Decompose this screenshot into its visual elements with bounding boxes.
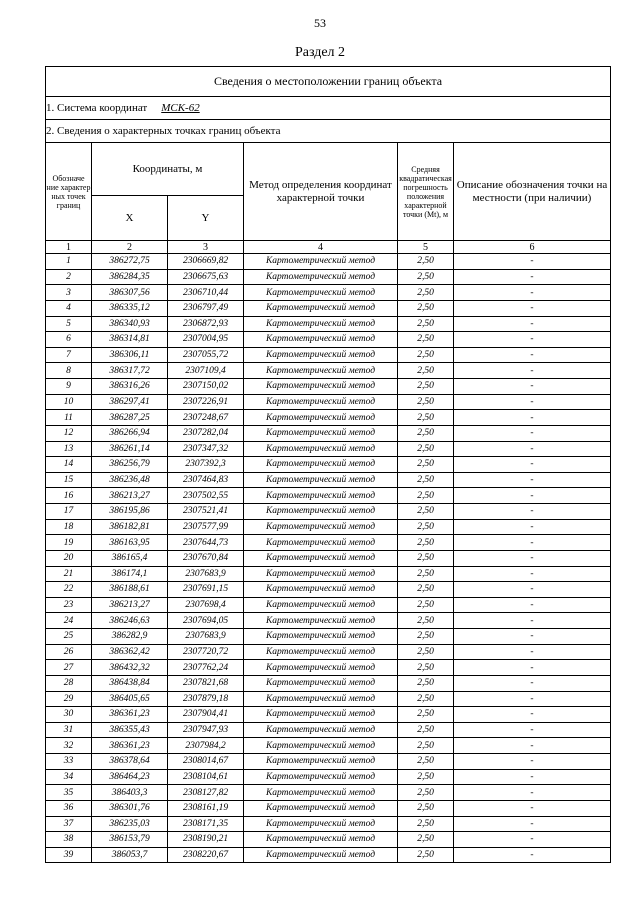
table-row — [46, 582, 611, 598]
y-coord-cell: 2307691,15 — [168, 582, 244, 598]
error-cell: 2,50 — [398, 316, 454, 332]
point-number-cell: 36 — [46, 800, 92, 816]
x-coord-cell: 386317,72 — [92, 363, 168, 379]
table-row — [46, 316, 611, 332]
method-cell: Картометрический метод — [244, 707, 398, 723]
y-coord-cell: 2308171,35 — [168, 816, 244, 832]
error-cell: 2,50 — [398, 285, 454, 301]
x-coord-cell: 386236,48 — [92, 472, 168, 488]
x-coord-cell: 386432,32 — [92, 660, 168, 676]
column-number: 1 — [46, 241, 92, 254]
description-cell: - — [454, 254, 611, 270]
point-number-cell: 32 — [46, 738, 92, 754]
point-number-cell: 4 — [46, 300, 92, 316]
table-row — [46, 847, 611, 863]
point-number-cell: 11 — [46, 410, 92, 426]
table-row — [46, 300, 611, 316]
method-cell: Картометрический метод — [244, 597, 398, 613]
table-row — [46, 800, 611, 816]
x-coord-cell: 386361,23 — [92, 738, 168, 754]
method-cell: Картометрический метод — [244, 425, 398, 441]
description-cell: - — [454, 660, 611, 676]
table-row — [46, 347, 611, 363]
x-coord-cell: 386297,41 — [92, 394, 168, 410]
error-cell: 2,50 — [398, 550, 454, 566]
error-cell: 2,50 — [398, 441, 454, 457]
point-number-cell: 14 — [46, 457, 92, 473]
method-cell: Картометрический метод — [244, 379, 398, 395]
coord-system-value: МСК-62 — [161, 102, 200, 114]
description-cell: - — [454, 550, 611, 566]
error-cell: 2,50 — [398, 472, 454, 488]
table-row — [46, 504, 611, 520]
y-coord-cell: 2307683,9 — [168, 566, 244, 582]
point-number-cell: 28 — [46, 675, 92, 691]
description-cell: - — [454, 816, 611, 832]
point-number-cell: 20 — [46, 550, 92, 566]
x-coord-cell: 386165,4 — [92, 550, 168, 566]
y-coord-cell: 2307984,2 — [168, 738, 244, 754]
error-cell: 2,50 — [398, 644, 454, 660]
method-cell: Картометрический метод — [244, 566, 398, 582]
y-coord-cell: 2308127,82 — [168, 785, 244, 801]
coord-system-row — [46, 97, 611, 120]
error-cell: 2,50 — [398, 754, 454, 770]
x-coord-cell: 386464,23 — [92, 769, 168, 785]
method-cell: Картометрический метод — [244, 629, 398, 645]
error-cell: 2,50 — [398, 254, 454, 270]
y-coord-cell: 2307644,73 — [168, 535, 244, 551]
table-row — [46, 660, 611, 676]
method-cell: Картометрический метод — [244, 644, 398, 660]
point-number-cell: 13 — [46, 441, 92, 457]
point-number-cell: 12 — [46, 425, 92, 441]
method-cell: Картометрический метод — [244, 394, 398, 410]
y-coord-cell: 2306710,44 — [168, 285, 244, 301]
table-row — [46, 613, 611, 629]
y-coord-cell: 2307248,67 — [168, 410, 244, 426]
description-cell: - — [454, 347, 611, 363]
x-coord-cell: 386284,35 — [92, 269, 168, 285]
table-row — [46, 644, 611, 660]
description-cell: - — [454, 457, 611, 473]
x-coord-cell: 386163,95 — [92, 535, 168, 551]
error-cell: 2,50 — [398, 410, 454, 426]
error-cell: 2,50 — [398, 488, 454, 504]
x-coord-cell: 386438,84 — [92, 675, 168, 691]
description-cell: - — [454, 379, 611, 395]
table-row — [46, 832, 611, 848]
table-row — [46, 769, 611, 785]
description-cell: - — [454, 675, 611, 691]
error-cell: 2,50 — [398, 722, 454, 738]
error-cell: 2,50 — [398, 769, 454, 785]
method-cell: Картометрический метод — [244, 332, 398, 348]
point-number-cell: 16 — [46, 488, 92, 504]
y-coord-cell: 2306675,63 — [168, 269, 244, 285]
point-number-cell: 10 — [46, 394, 92, 410]
x-coord-cell: 386188,61 — [92, 582, 168, 598]
x-coord-cell: 386195,86 — [92, 504, 168, 520]
table-row — [46, 597, 611, 613]
x-coord-cell: 386235,03 — [92, 816, 168, 832]
y-coord-cell: 2306797,49 — [168, 300, 244, 316]
y-coord-cell: 2308190,21 — [168, 832, 244, 848]
method-cell: Картометрический метод — [244, 363, 398, 379]
description-cell: - — [454, 363, 611, 379]
y-coord-cell: 2307004,95 — [168, 332, 244, 348]
y-coord-cell: 2307392,3 — [168, 457, 244, 473]
table-row — [46, 472, 611, 488]
description-cell: - — [454, 441, 611, 457]
error-cell: 2,50 — [398, 847, 454, 863]
header-point-id: Обозначе ние характер ных точек границ — [46, 143, 92, 241]
method-cell: Картометрический метод — [244, 410, 398, 426]
point-number-cell: 5 — [46, 316, 92, 332]
y-coord-cell: 2308014,67 — [168, 754, 244, 770]
description-cell: - — [454, 707, 611, 723]
method-cell: Картометрический метод — [244, 660, 398, 676]
description-cell: - — [454, 425, 611, 441]
y-coord-cell: 2307947,93 — [168, 722, 244, 738]
column-number: 2 — [92, 241, 168, 254]
error-cell: 2,50 — [398, 269, 454, 285]
points-section-label: 2. Сведения о характерных точках границ объекта — [46, 120, 611, 143]
table-row — [46, 379, 611, 395]
method-cell: Картометрический метод — [244, 550, 398, 566]
y-coord-cell: 2307879,18 — [168, 691, 244, 707]
y-coord-cell: 2307762,24 — [168, 660, 244, 676]
error-cell: 2,50 — [398, 800, 454, 816]
y-coord-cell: 2307150,02 — [168, 379, 244, 395]
description-cell: - — [454, 769, 611, 785]
x-coord-cell: 386362,42 — [92, 644, 168, 660]
table-row — [46, 363, 611, 379]
point-number-cell: 34 — [46, 769, 92, 785]
point-number-cell: 33 — [46, 754, 92, 770]
table-row — [46, 535, 611, 551]
description-cell: - — [454, 847, 611, 863]
description-cell: - — [454, 472, 611, 488]
error-cell: 2,50 — [398, 597, 454, 613]
method-cell: Картометрический метод — [244, 722, 398, 738]
x-coord-cell: 386306,11 — [92, 347, 168, 363]
description-cell: - — [454, 629, 611, 645]
description-cell: - — [454, 316, 611, 332]
point-number-cell: 3 — [46, 285, 92, 301]
method-cell: Картометрический метод — [244, 769, 398, 785]
point-number-cell: 30 — [46, 707, 92, 723]
error-cell: 2,50 — [398, 613, 454, 629]
table-row — [46, 816, 611, 832]
method-cell: Картометрический метод — [244, 269, 398, 285]
x-coord-cell: 386314,81 — [92, 332, 168, 348]
method-cell: Картометрический метод — [244, 754, 398, 770]
error-cell: 2,50 — [398, 379, 454, 395]
error-cell: 2,50 — [398, 629, 454, 645]
description-cell: - — [454, 613, 611, 629]
header-description: Описание обозначения точки на местности (при наличии) — [454, 143, 611, 241]
point-number-cell: 21 — [46, 566, 92, 582]
y-coord-cell: 2307282,04 — [168, 425, 244, 441]
x-coord-cell: 386266,94 — [92, 425, 168, 441]
table-row — [46, 675, 611, 691]
x-coord-cell: 386246,63 — [92, 613, 168, 629]
point-number-cell: 9 — [46, 379, 92, 395]
method-cell: Картометрический метод — [244, 832, 398, 848]
point-number-cell: 15 — [46, 472, 92, 488]
method-cell: Картометрический метод — [244, 816, 398, 832]
coord-system-label: 1. Система координат — [46, 102, 148, 114]
method-cell: Картометрический метод — [244, 691, 398, 707]
column-number: 3 — [168, 241, 244, 254]
error-cell: 2,50 — [398, 457, 454, 473]
description-cell: - — [454, 519, 611, 535]
x-coord-cell: 386355,43 — [92, 722, 168, 738]
y-coord-cell: 2307720,72 — [168, 644, 244, 660]
method-cell: Картометрический метод — [244, 847, 398, 863]
description-cell: - — [454, 488, 611, 504]
description-cell: - — [454, 410, 611, 426]
column-number: 4 — [244, 241, 398, 254]
point-number-cell: 39 — [46, 847, 92, 863]
x-coord-cell: 386053,7 — [92, 847, 168, 863]
error-cell: 2,50 — [398, 738, 454, 754]
x-coord-cell: 386153,79 — [92, 832, 168, 848]
table-row — [46, 519, 611, 535]
y-coord-cell: 2307055,72 — [168, 347, 244, 363]
table-row — [46, 488, 611, 504]
error-cell: 2,50 — [398, 504, 454, 520]
point-number-cell: 17 — [46, 504, 92, 520]
x-coord-cell: 386272,75 — [92, 254, 168, 270]
header-error: Средняя квадратическая погрешность положения характерной точки (Мt), м — [398, 143, 454, 241]
error-cell: 2,50 — [398, 691, 454, 707]
method-cell: Картометрический метод — [244, 316, 398, 332]
x-coord-cell: 386340,93 — [92, 316, 168, 332]
x-coord-cell: 386213,27 — [92, 488, 168, 504]
table-row — [46, 254, 611, 270]
description-cell: - — [454, 566, 611, 582]
method-cell: Картометрический метод — [244, 441, 398, 457]
x-coord-cell: 386261,14 — [92, 441, 168, 457]
description-cell: - — [454, 800, 611, 816]
point-number-cell: 25 — [46, 629, 92, 645]
description-cell: - — [454, 269, 611, 285]
y-coord-cell: 2307502,55 — [168, 488, 244, 504]
section-title: Раздел 2 — [294, 45, 346, 60]
table-row — [46, 738, 611, 754]
point-number-cell: 23 — [46, 597, 92, 613]
table-row — [46, 269, 611, 285]
header-x: X — [92, 196, 168, 241]
description-cell: - — [454, 722, 611, 738]
error-cell: 2,50 — [398, 660, 454, 676]
x-coord-cell: 386282,9 — [92, 629, 168, 645]
error-cell: 2,50 — [398, 785, 454, 801]
error-cell: 2,50 — [398, 816, 454, 832]
point-number-cell: 8 — [46, 363, 92, 379]
method-cell: Картометрический метод — [244, 535, 398, 551]
y-coord-cell: 2306872,93 — [168, 316, 244, 332]
point-number-cell: 22 — [46, 582, 92, 598]
point-number-cell: 35 — [46, 785, 92, 801]
y-coord-cell: 2306669,82 — [168, 254, 244, 270]
table-row — [46, 394, 611, 410]
method-cell: Картометрический метод — [244, 300, 398, 316]
description-cell: - — [454, 738, 611, 754]
description-cell: - — [454, 394, 611, 410]
table-row — [46, 722, 611, 738]
point-number-cell: 2 — [46, 269, 92, 285]
error-cell: 2,50 — [398, 394, 454, 410]
y-coord-cell: 2307694,05 — [168, 613, 244, 629]
table-row — [46, 441, 611, 457]
method-cell: Картометрический метод — [244, 675, 398, 691]
method-cell: Картометрический метод — [244, 457, 398, 473]
method-cell: Картометрический метод — [244, 519, 398, 535]
error-cell: 2,50 — [398, 425, 454, 441]
error-cell: 2,50 — [398, 347, 454, 363]
column-number: 6 — [454, 241, 611, 254]
description-cell: - — [454, 332, 611, 348]
boundary-points-table — [45, 66, 611, 863]
point-number-cell: 26 — [46, 644, 92, 660]
header-coords: Координаты, м — [92, 143, 244, 196]
method-cell: Картометрический метод — [244, 613, 398, 629]
error-cell: 2,50 — [398, 535, 454, 551]
x-coord-cell: 386256,79 — [92, 457, 168, 473]
description-cell: - — [454, 535, 611, 551]
point-number-cell: 38 — [46, 832, 92, 848]
method-cell: Картометрический метод — [244, 800, 398, 816]
y-coord-cell: 2307521,41 — [168, 504, 244, 520]
error-cell: 2,50 — [398, 566, 454, 582]
description-cell: - — [454, 285, 611, 301]
y-coord-cell: 2307577,99 — [168, 519, 244, 535]
method-cell: Картометрический метод — [244, 347, 398, 363]
description-cell: - — [454, 785, 611, 801]
header-y: Y — [168, 196, 244, 241]
table-row — [46, 410, 611, 426]
table-row — [46, 629, 611, 645]
method-cell: Картометрический метод — [244, 738, 398, 754]
error-cell: 2,50 — [398, 300, 454, 316]
error-cell: 2,50 — [398, 832, 454, 848]
error-cell: 2,50 — [398, 675, 454, 691]
error-cell: 2,50 — [398, 332, 454, 348]
x-coord-cell: 386301,76 — [92, 800, 168, 816]
y-coord-cell: 2307821,68 — [168, 675, 244, 691]
header-method: Метод определения координат характерной точки — [244, 143, 398, 241]
description-cell: - — [454, 691, 611, 707]
error-cell: 2,50 — [398, 363, 454, 379]
error-cell: 2,50 — [398, 519, 454, 535]
description-cell: - — [454, 832, 611, 848]
x-coord-cell: 386405,65 — [92, 691, 168, 707]
method-cell: Картометрический метод — [244, 472, 398, 488]
x-coord-cell: 386182,81 — [92, 519, 168, 535]
table-row — [46, 566, 611, 582]
x-coord-cell: 386174,1 — [92, 566, 168, 582]
method-cell: Картометрический метод — [244, 254, 398, 270]
y-coord-cell: 2307698,4 — [168, 597, 244, 613]
description-cell: - — [454, 644, 611, 660]
x-coord-cell: 386307,56 — [92, 285, 168, 301]
method-cell: Картометрический метод — [244, 504, 398, 520]
description-cell: - — [454, 582, 611, 598]
x-coord-cell: 386361,23 — [92, 707, 168, 723]
point-number-cell: 7 — [46, 347, 92, 363]
y-coord-cell: 2308161,19 — [168, 800, 244, 816]
y-coord-cell: 2307670,84 — [168, 550, 244, 566]
y-coord-cell: 2308104,61 — [168, 769, 244, 785]
description-cell: - — [454, 300, 611, 316]
method-cell: Картометрический метод — [244, 285, 398, 301]
y-coord-cell: 2307464,83 — [168, 472, 244, 488]
table-row — [46, 691, 611, 707]
description-cell: - — [454, 754, 611, 770]
error-cell: 2,50 — [398, 707, 454, 723]
y-coord-cell: 2307904,41 — [168, 707, 244, 723]
table-row — [46, 285, 611, 301]
table-row — [46, 550, 611, 566]
table-row — [46, 707, 611, 723]
x-coord-cell: 386403,3 — [92, 785, 168, 801]
point-number-cell: 27 — [46, 660, 92, 676]
point-number-cell: 37 — [46, 816, 92, 832]
table-row — [46, 754, 611, 770]
point-number-cell: 29 — [46, 691, 92, 707]
method-cell: Картометрический метод — [244, 488, 398, 504]
y-coord-cell: 2308220,67 — [168, 847, 244, 863]
table-title: Сведения о местоположении границ объекта — [46, 67, 611, 97]
table-row — [46, 785, 611, 801]
column-numbers-row — [46, 241, 611, 254]
table-row — [46, 425, 611, 441]
x-coord-cell: 386213,27 — [92, 597, 168, 613]
column-number: 5 — [398, 241, 454, 254]
point-number-cell: 24 — [46, 613, 92, 629]
error-cell: 2,50 — [398, 582, 454, 598]
y-coord-cell: 2307226,91 — [168, 394, 244, 410]
point-number-cell: 18 — [46, 519, 92, 535]
x-coord-cell: 386378,64 — [92, 754, 168, 770]
method-cell: Картометрический метод — [244, 785, 398, 801]
description-cell: - — [454, 597, 611, 613]
method-cell: Картометрический метод — [244, 582, 398, 598]
description-cell: - — [454, 504, 611, 520]
table-row — [46, 332, 611, 348]
x-coord-cell: 386335,12 — [92, 300, 168, 316]
y-coord-cell: 2307347,32 — [168, 441, 244, 457]
x-coord-cell: 386287,25 — [92, 410, 168, 426]
point-number-cell: 19 — [46, 535, 92, 551]
point-number-cell: 6 — [46, 332, 92, 348]
y-coord-cell: 2307683,9 — [168, 629, 244, 645]
x-coord-cell: 386316,26 — [92, 379, 168, 395]
page-number: 53 — [314, 16, 326, 30]
table-row — [46, 457, 611, 473]
point-number-cell: 31 — [46, 722, 92, 738]
y-coord-cell: 2307109,4 — [168, 363, 244, 379]
point-number-cell: 1 — [46, 254, 92, 270]
